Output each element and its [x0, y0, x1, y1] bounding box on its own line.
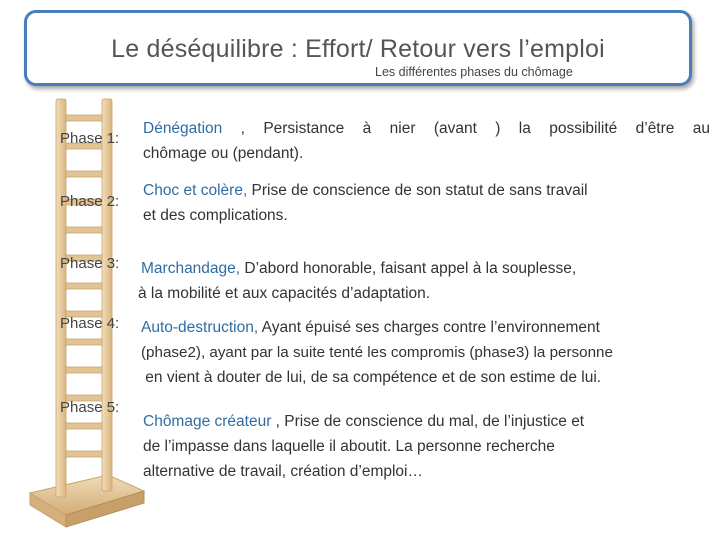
title-box: [24, 10, 692, 86]
phase-2-line-2: et des complications.: [143, 207, 288, 224]
phase-5-label: Phase 5:: [60, 399, 120, 416]
phase-5-first-line-rest: , Prise de conscience du mal, de l’injustice et: [271, 413, 585, 430]
phase-5-line-1: [143, 409, 584, 434]
phase-3-label: Phase 3:: [60, 255, 120, 272]
phase-1-first-line-rest: , Persistance à nier (avant ) la possibilité d’être au: [222, 120, 710, 137]
phase-3-first-line-rest: D’abord honorable, faisant appel à la souplesse,: [240, 260, 577, 277]
phase-5-lead: Chômage créateur: [143, 413, 272, 430]
phase-1-line-2: chômage ou (pendant).: [143, 145, 304, 162]
phase-2-line-1: [143, 178, 588, 203]
phase-1-line-1: [143, 116, 710, 141]
phase-4-lead: Auto-destruction,: [141, 319, 259, 336]
phase-3-lead: Marchandage,: [141, 260, 241, 277]
phase-5-line-2: de l’impasse dans laquelle il aboutit. La personne recherche: [143, 438, 555, 455]
phase-2-first-line-rest: Prise de conscience de son statut de sans travail: [247, 182, 588, 199]
phase-4-line-3: en vient à douter de lui, de sa compétence et de son estime de lui.: [141, 369, 602, 386]
phase-3-line-2: à la mobilité et aux capacités d’adaptation.: [138, 285, 431, 302]
phase-5-line-3: alternative de travail, création d’emploi…: [143, 463, 423, 480]
phase-2-label: Phase 2:: [60, 193, 120, 210]
phase-4-line-2: (phase2), ayant par la suite tenté les compromis (phase3) la personne: [141, 344, 613, 361]
page-subtitle: Les différentes phases du chômage: [375, 65, 573, 79]
phase-1-label: Phase 1:: [60, 130, 120, 147]
phase-4-label: Phase 4:: [60, 315, 120, 332]
phase-4-line-1: [141, 315, 600, 340]
phase-4-first-line-rest: Ayant épuisé ses charges contre l’environnement: [258, 319, 600, 336]
phase-2-lead: Choc et colère,: [143, 182, 248, 199]
phase-1-lead: Dénégation: [143, 120, 223, 137]
phase-3-line-1: [141, 256, 576, 281]
page-title: Le déséquilibre : Effort/ Retour vers l’emploi: [111, 35, 605, 63]
